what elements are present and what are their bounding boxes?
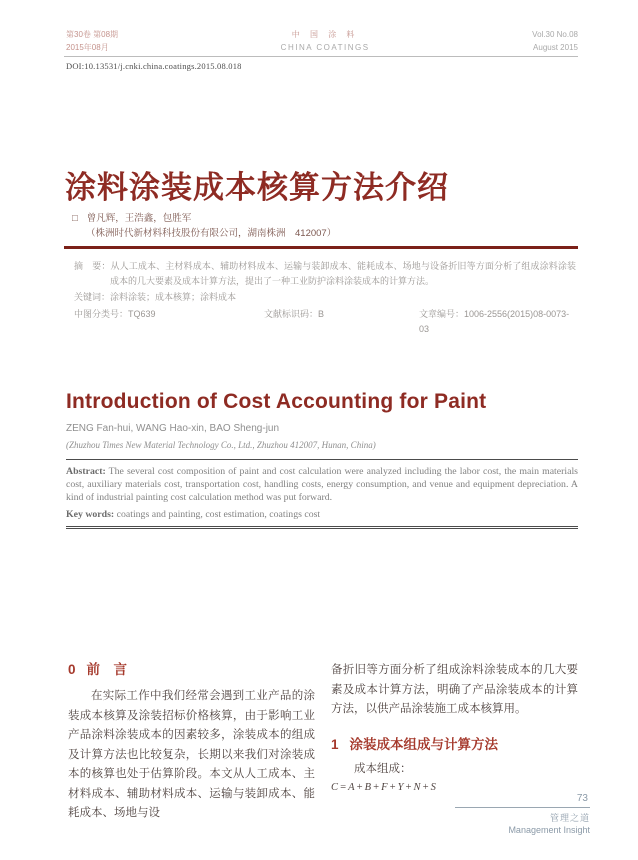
abstract-en-label: Abstract: xyxy=(66,466,106,477)
volume-issue-cn: 第30卷 第08期 xyxy=(66,30,119,39)
section-0-heading: 0 前 言 xyxy=(68,662,128,677)
column-name-en: Management Insight xyxy=(508,825,590,835)
date-en: August 2015 xyxy=(533,43,578,52)
column-name-cn: 管理之道 xyxy=(549,813,590,823)
keywords-en: coatings and painting, cost estimation, coatings cost xyxy=(116,509,321,520)
abstract-en-paragraph xyxy=(66,460,578,508)
journal-name-en: CHINA COATINGS xyxy=(280,43,370,52)
article-title-en: Introduction of Cost Accounting for Paint xyxy=(66,390,487,413)
abstract-cn-block xyxy=(74,259,576,337)
keywords-cn: 涂料涂装；成本核算；涂料成本 xyxy=(110,292,237,302)
section-0-paragraph-continued: 备折旧等方面分析了组成涂料涂装成本的几大要素及成本计算方法，明确了产品涂装成本的计算方法，以供产品涂装施工成本核算用。 xyxy=(331,664,578,715)
keywords-en-line xyxy=(66,508,578,526)
clc-item: 中图分类号：TQ639 xyxy=(74,309,156,319)
keywords-en-label: Key words: xyxy=(66,509,115,520)
article-title-cn: 涂料涂装成本核算方法介绍 xyxy=(65,170,449,205)
authors-en: ZENG Fan-hui, WANG Hao-xin, BAO Sheng-jun xyxy=(66,423,280,434)
classification-line xyxy=(74,307,576,337)
abstract-cn-text: 从人工成本、主材料成本、辅助材料成本、运输与装卸成本、能耗成本、场地与设备折旧等方面分析了组成涂料涂装成本的几大要素及成本计算方法，提出了一种工业防护涂料涂装成本的计算方法。 xyxy=(110,261,576,286)
title-divider-rule xyxy=(64,246,578,249)
authors-cn-row xyxy=(72,210,191,224)
body-column-right xyxy=(331,661,578,793)
authors-cn: 曾凡辉，王浩鑫，包胜军 xyxy=(86,213,192,224)
cost-formula: C=A+B+F+Y+N+S xyxy=(331,782,438,793)
footer-rule xyxy=(455,807,590,808)
abstract-cn-label: 摘 要： xyxy=(74,261,111,271)
volume-issue-en: Vol.30 No.08 xyxy=(532,30,578,39)
page-footer xyxy=(455,793,590,835)
body-column-left xyxy=(68,658,315,824)
author-marker-square-icon: □ xyxy=(72,213,78,224)
journal-name xyxy=(281,28,370,54)
affiliation-en: (Zhuzhou Times New Material Technology Co., Ltd., Zhuzhou 412007, Hunan, China) xyxy=(66,440,376,450)
doc-code-item: 文献标识码：B xyxy=(264,309,325,319)
abstract-en-bottom-rule xyxy=(66,526,578,529)
article-id-item: 文章编号：1006-2556(2015)08-0073-03 xyxy=(419,309,570,334)
journal-name-cn: 中 国 涂 料 xyxy=(291,30,359,39)
section-1-heading: 1 涂装成本组成与计算方法 xyxy=(331,736,499,752)
date-cn: 2015年08月 xyxy=(66,43,109,52)
abstract-en-text: The several cost composition of paint and cost calculation were analyzed including the labor cost, the main materials cost, auxiliary materials cost, transportation cost, handling costs, energy consumption, and venue and equipment depreciation. A kind of industrial painting cost calculation method was put forward. xyxy=(66,466,578,503)
journal-header xyxy=(66,28,578,54)
doi-text: DOI:10.13531/j.cnki.china.coatings.2015.08.018 xyxy=(66,61,242,71)
affiliation-cn: （株洲时代新材料科技股份有限公司，湖南株洲 412007） xyxy=(86,228,337,239)
keywords-cn-line xyxy=(74,290,576,305)
abstract-cn-paragraph xyxy=(74,259,576,289)
header-issue-cn xyxy=(66,28,118,54)
header-divider xyxy=(64,56,578,57)
cost-composition-label: 成本组成： xyxy=(354,762,412,775)
page-number: 73 xyxy=(576,793,588,804)
section-0-paragraph: 在实际工作中我们经常会遇到工业产品的涂装成本核算及涂装招标价格核算，由于影响工业产品涂料涂装成本的因素较多，涂装成本的组成及计算方法也比较复杂，长期以来我们对涂装成本的核算也处于估算阶段。本文从人工成本、主材料成本、辅助材料成本、运输与装卸成本、能耗成本、场地与设 xyxy=(68,690,315,819)
header-issue-en xyxy=(532,28,578,54)
keywords-cn-label: 关键词： xyxy=(74,292,111,302)
english-block xyxy=(66,390,578,529)
